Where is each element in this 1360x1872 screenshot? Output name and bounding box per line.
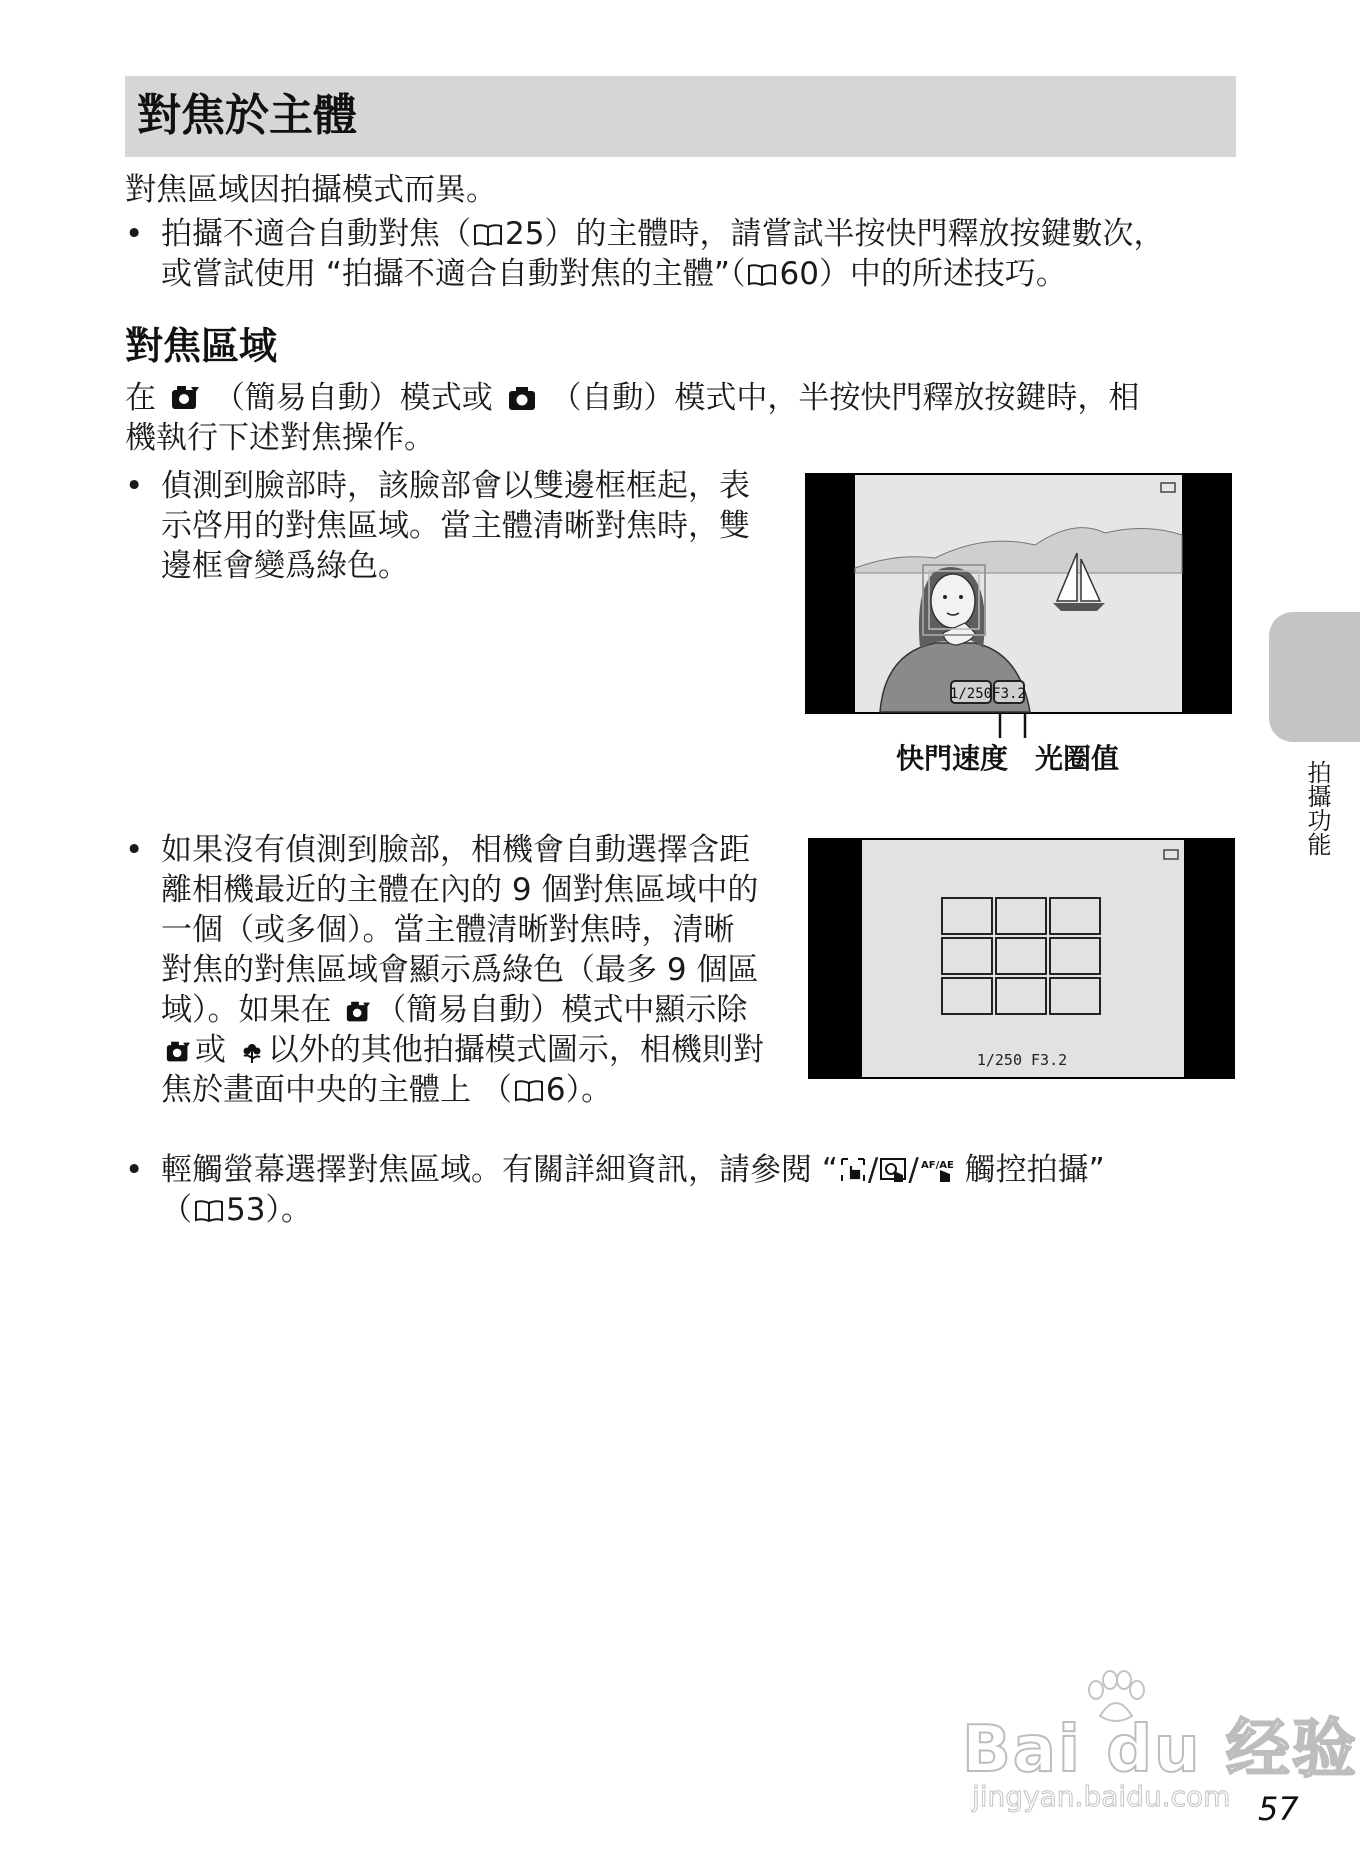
section-intro: [125, 378, 1236, 458]
face-detection-illustration: [805, 473, 1232, 714]
easy-auto-mode-icon: [345, 1000, 371, 1024]
bullet-1-ref-2: 60: [779, 256, 819, 292]
watermark-url: jingyan.baidu.com: [972, 1780, 1231, 1813]
bullet-1: [125, 214, 1236, 294]
touch-af-ae-icon: [920, 1156, 954, 1184]
bullet-2-text: 偵測到臉部時，該臉部會以雙邊框框起，表示啓用的對焦區域。當主體清晰對焦時，雙邊框會變爲綠色。: [161, 468, 750, 584]
exposure-readout: 1/250 F3.2: [976, 1051, 1068, 1069]
bullet-dot: •: [125, 1152, 144, 1188]
chapter-tab[interactable]: [1269, 612, 1360, 742]
bullet-3: [125, 830, 765, 1110]
section-intro-c: （自動）模式中，半按快門釋放按鍵時，相: [550, 380, 1140, 416]
camera-screen-face-detection: [805, 473, 1232, 714]
bullet-3-text-d: 以外的其他拍攝模式圖示，相機則對焦於畫面中央的主體上 （: [161, 1032, 764, 1108]
chapter-tab-label: 拍攝功能: [1303, 760, 1331, 856]
camera-screen-focus-grid: [808, 838, 1235, 1079]
easy-auto-mode-icon: [170, 384, 200, 412]
bullet-2: [125, 466, 765, 586]
bullet-1-ref-1: 25: [505, 216, 545, 252]
bullet-3-text-e: ）。: [565, 1072, 613, 1108]
label-shutter-speed: 快門速度: [896, 742, 1009, 775]
bullet-3-ref: 6: [545, 1072, 566, 1108]
af-ae-label: AF/AE: [920, 1160, 954, 1171]
page-number: 57: [1258, 1790, 1299, 1828]
close-up-flower-icon: [240, 1040, 264, 1064]
bullet-4-ref: 53: [226, 1192, 266, 1228]
easy-auto-mode-icon: [165, 1040, 191, 1064]
bullet-4-sep-1: /: [867, 1152, 879, 1188]
bullet-3-text-c: 或: [195, 1032, 226, 1068]
bullet-dot: •: [125, 468, 144, 504]
bullet-3-text-b: （簡易自動）模式中顯示除: [375, 992, 748, 1028]
title-bar: [125, 76, 1236, 157]
subject-tracking-icon: [879, 1156, 907, 1184]
bullet-dot: •: [125, 216, 144, 252]
touch-shutter-icon: [839, 1156, 867, 1184]
bullet-3-text-a: 如果沒有偵測到臉部，相機會自動選擇含距離相機最近的主體在內的 9 個對焦區域中的一個（或多個）。當主體清晰對焦時，清晰對焦的對焦區域會顯示爲綠色（最多 9 個區域）。如果在: [161, 832, 759, 1028]
callout-leader-lines: [980, 714, 1040, 744]
bullet-dot: •: [125, 832, 144, 868]
focus-grid-illustration: [808, 838, 1235, 1079]
section-intro-d: 機執行下述對焦操作。: [125, 420, 435, 456]
bullet-1-text-c: 或嘗試使用 “拍攝不適合自動對焦的主體”（: [161, 256, 746, 292]
auto-mode-icon: [507, 384, 537, 412]
section-heading: 對焦區域: [125, 324, 278, 368]
bullet-4-sep-2: /: [908, 1152, 919, 1188]
bullet-4: [125, 1150, 1236, 1230]
shutter-speed-value: 1/250: [949, 686, 993, 702]
watermark-main-text: Bai du 经验: [962, 1713, 1358, 1787]
label-aperture: 光圈值: [1035, 742, 1120, 775]
bullet-1-text-b: ）的主體時，請嘗試半按快門釋放按鍵數次，: [544, 216, 1165, 252]
bullet-1-text-d: ）中的所述技巧。: [818, 256, 1067, 292]
page-title: 對焦於主體: [137, 90, 357, 141]
section-intro-b: （簡易自動）模式或: [213, 380, 493, 416]
book-reference-icon: [194, 1199, 224, 1223]
bullet-4-text-a: 輕觸螢幕選擇對焦區域。有關詳細資訊，請參閱 “: [161, 1152, 838, 1188]
aperture-value: F3.2: [992, 686, 1026, 702]
bullet-4-text-b: 觸控拍攝”: [954, 1152, 1105, 1188]
book-reference-icon: [473, 223, 503, 247]
bullet-1-text-a: 拍攝不適合自動對焦（: [161, 216, 471, 252]
book-reference-icon: [747, 263, 777, 287]
section-intro-a: 在: [125, 380, 156, 416]
bullet-4-text-d: ）。: [265, 1192, 312, 1228]
intro-text: 對焦區域因拍攝模式而異。: [125, 172, 497, 208]
bullet-4-text-c: （: [161, 1192, 192, 1228]
book-reference-icon: [514, 1079, 544, 1103]
